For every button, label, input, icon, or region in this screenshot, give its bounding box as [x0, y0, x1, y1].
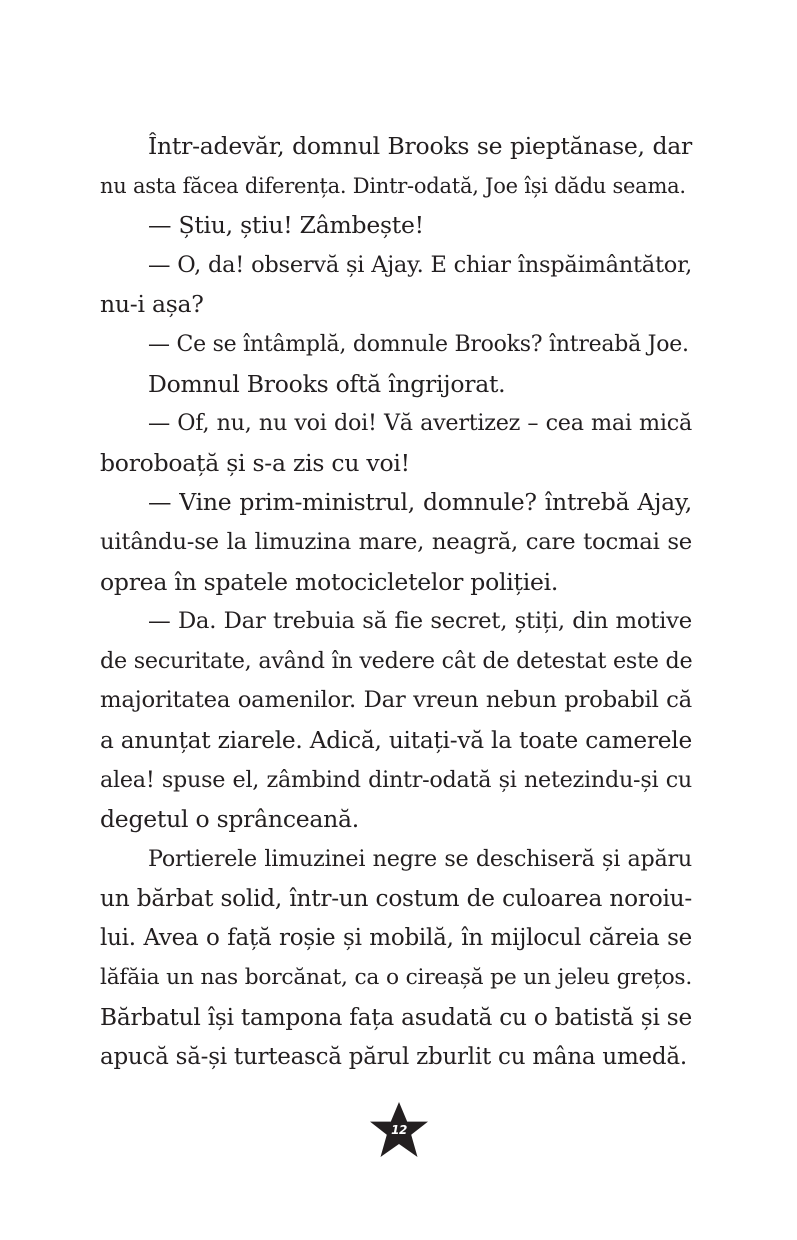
text-line: nu asta făcea diferența. Dintr-odată, Joe își dădu seama. [100, 173, 686, 198]
text-line: de securitate, având în vedere cât de detestat este de [100, 647, 693, 674]
text-line: degetul o sprânceană. [100, 805, 360, 834]
text-line: Într-adevăr, domnul Brooks se pieptănase, dar [148, 132, 692, 160]
text-line: Portierele limuzinei negre se deschiseră și apăru [148, 845, 692, 872]
text-line: — Of, nu, nu voi doi! Vă avertizez – cea mai mică [148, 410, 692, 437]
text-line: apucă să-și turtească părul zburlit cu mâna umedă. [100, 1043, 687, 1070]
page-number-label: 12 [391, 1123, 407, 1137]
text-line: majoritatea oamenilor. Dar vreun nebun probabil că [100, 687, 692, 714]
text-line: lui. Avea o față roșie și mobilă, în mijlocul căreia se [100, 924, 692, 951]
text-line: alea! spuse el, zâmbind dintr-odată și netezindu-și cu [100, 766, 692, 793]
text-line: — Da. Dar trebuia să fie secret, știți, din motive [148, 608, 692, 635]
text-line: lăfăia un nas borcănat, ca o cireașă pe un jeleu grețos. [100, 965, 692, 991]
page-number [367, 1099, 431, 1163]
text-line: nu-i așa? [100, 290, 204, 319]
text-line: — Știu, știu! Zâmbește! [148, 211, 424, 240]
text-line: un bărbat solid, într-un costum de culoarea noroiu- [100, 885, 692, 913]
text-line: Domnul Brooks oftă îngrijorat. [148, 369, 506, 398]
text-line: uitându-se la limuzina mare, neagră, care tocmai se [100, 528, 692, 555]
body-text [100, 127, 692, 1077]
text-line: — Ce se întâmplă, domnule Brooks? întreabă Joe. [148, 331, 689, 357]
text-line: boroboață și s-a zis cu voi! [100, 448, 410, 477]
text-line: — Vine prim-ministrul, domnule? întrebă Ajay, [148, 488, 692, 517]
text-line: Bărbatul își tampona fața asudată cu o batistă și se [100, 1004, 692, 1032]
text-line: a anunțat ziarele. Adică, uitați-vă la toate camerele [100, 726, 692, 754]
text-line: — O, da! observă și Ajay. E chiar înspăimântător, [148, 251, 692, 278]
text-line: oprea în spatele motocicletelor poliției. [100, 567, 559, 596]
